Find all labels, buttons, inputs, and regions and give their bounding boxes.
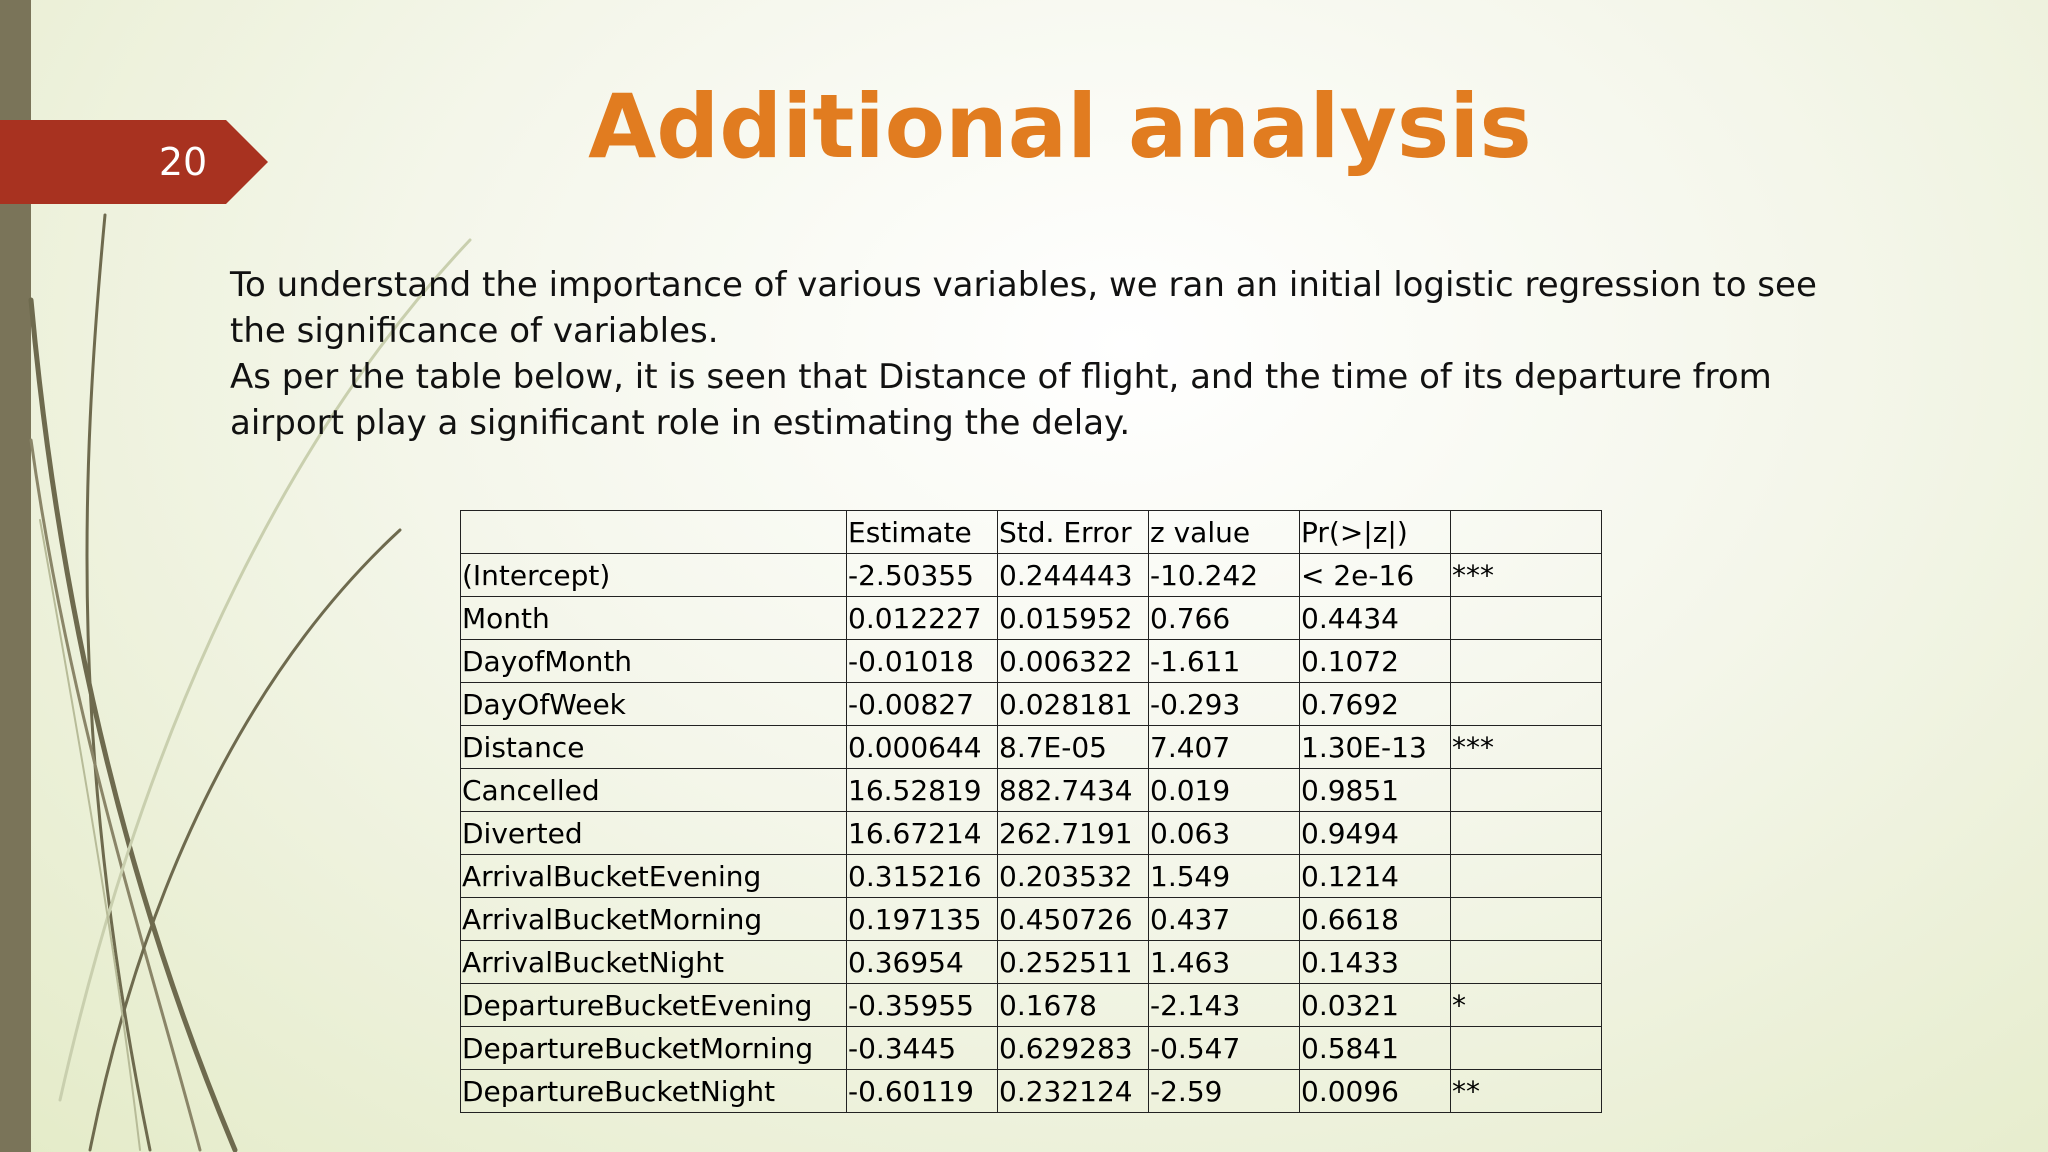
- header-significance: [1451, 511, 1602, 554]
- estimate-cell: -0.60119: [847, 1070, 998, 1113]
- significance-cell: ***: [1451, 554, 1602, 597]
- header-z-value: z value: [1149, 511, 1300, 554]
- z-value-cell: -0.293: [1149, 683, 1300, 726]
- std-error-cell: 0.015952: [998, 597, 1149, 640]
- significance-cell: [1451, 769, 1602, 812]
- significance-cell: [1451, 898, 1602, 941]
- std-error-cell: 262.7191: [998, 812, 1149, 855]
- variable-cell: Cancelled: [461, 769, 847, 812]
- finding-paragraph: As per the table below, it is seen that Distance of flight, and the time of its departure from airport play a significant role in estimating the delay.: [230, 357, 1772, 443]
- table-row: [461, 554, 1602, 597]
- variable-cell: Diverted: [461, 812, 847, 855]
- header-variable: [461, 511, 847, 554]
- estimate-cell: 0.315216: [847, 855, 998, 898]
- z-value-cell: -10.242: [1149, 554, 1300, 597]
- estimate-cell: -0.01018: [847, 640, 998, 683]
- estimate-cell: -2.50355: [847, 554, 998, 597]
- z-value-cell: -2.59: [1149, 1070, 1300, 1113]
- std-error-cell: 0.450726: [998, 898, 1149, 941]
- table-row: [461, 726, 1602, 769]
- std-error-cell: 0.1678: [998, 984, 1149, 1027]
- z-value-cell: 1.549: [1149, 855, 1300, 898]
- table-row: [461, 597, 1602, 640]
- table-body: [461, 554, 1602, 1113]
- p-value-cell: 0.0321: [1300, 984, 1451, 1027]
- estimate-cell: 0.012227: [847, 597, 998, 640]
- std-error-cell: 0.629283: [998, 1027, 1149, 1070]
- table-row: [461, 984, 1602, 1027]
- z-value-cell: -0.547: [1149, 1027, 1300, 1070]
- std-error-cell: 0.028181: [998, 683, 1149, 726]
- variable-cell: DepartureBucketNight: [461, 1070, 847, 1113]
- header-p-value: Pr(>|z|): [1300, 511, 1451, 554]
- significance-cell: [1451, 941, 1602, 984]
- header-estimate: Estimate: [847, 511, 998, 554]
- z-value-cell: 1.463: [1149, 941, 1300, 984]
- significance-cell: ***: [1451, 726, 1602, 769]
- estimate-cell: 0.000644: [847, 726, 998, 769]
- table-row: [461, 812, 1602, 855]
- variable-cell: DayOfWeek: [461, 683, 847, 726]
- significance-cell: [1451, 597, 1602, 640]
- significance-cell: *: [1451, 984, 1602, 1027]
- estimate-cell: -0.3445: [847, 1027, 998, 1070]
- variable-cell: Distance: [461, 726, 847, 769]
- p-value-cell: 0.0096: [1300, 1070, 1451, 1113]
- p-value-cell: 1.30E-13: [1300, 726, 1451, 769]
- table-row: [461, 769, 1602, 812]
- table-row: [461, 941, 1602, 984]
- p-value-cell: 0.9494: [1300, 812, 1451, 855]
- estimate-cell: -0.00827: [847, 683, 998, 726]
- table-row: [461, 1027, 1602, 1070]
- header-std-error: Std. Error: [998, 511, 1149, 554]
- variable-cell: ArrivalBucketEvening: [461, 855, 847, 898]
- variable-cell: DayofMonth: [461, 640, 847, 683]
- z-value-cell: 7.407: [1149, 726, 1300, 769]
- slide-number-tab: [0, 120, 268, 204]
- significance-cell: [1451, 812, 1602, 855]
- variable-cell: Month: [461, 597, 847, 640]
- std-error-cell: 0.006322: [998, 640, 1149, 683]
- p-value-cell: < 2e-16: [1300, 554, 1451, 597]
- p-value-cell: 0.9851: [1300, 769, 1451, 812]
- z-value-cell: 0.019: [1149, 769, 1300, 812]
- significance-cell: [1451, 1027, 1602, 1070]
- table-header-row: [461, 511, 1602, 554]
- std-error-cell: 0.203532: [998, 855, 1149, 898]
- variable-cell: DepartureBucketMorning: [461, 1027, 847, 1070]
- table-row: [461, 683, 1602, 726]
- p-value-cell: 0.6618: [1300, 898, 1451, 941]
- table-row: [461, 1070, 1602, 1113]
- z-value-cell: 0.437: [1149, 898, 1300, 941]
- intro-paragraph: To understand the importance of various variables, we ran an initial logistic regression to see the significance of variables.: [230, 265, 1817, 351]
- table-row: [461, 640, 1602, 683]
- estimate-cell: 16.67214: [847, 812, 998, 855]
- estimate-cell: 0.36954: [847, 941, 998, 984]
- significance-cell: [1451, 855, 1602, 898]
- p-value-cell: 0.1072: [1300, 640, 1451, 683]
- std-error-cell: 8.7E-05: [998, 726, 1149, 769]
- estimate-cell: 16.52819: [847, 769, 998, 812]
- z-value-cell: 0.766: [1149, 597, 1300, 640]
- significance-cell: **: [1451, 1070, 1602, 1113]
- variable-cell: DepartureBucketEvening: [461, 984, 847, 1027]
- z-value-cell: 0.063: [1149, 812, 1300, 855]
- slide-number: 20: [158, 140, 208, 184]
- std-error-cell: 0.244443: [998, 554, 1149, 597]
- variable-cell: ArrivalBucketNight: [461, 941, 847, 984]
- std-error-cell: 0.252511: [998, 941, 1149, 984]
- std-error-cell: 0.232124: [998, 1070, 1149, 1113]
- regression-table: [460, 510, 1602, 1113]
- body-text: [230, 262, 1830, 446]
- z-value-cell: -2.143: [1149, 984, 1300, 1027]
- variable-cell: ArrivalBucketMorning: [461, 898, 847, 941]
- p-value-cell: 0.4434: [1300, 597, 1451, 640]
- table-row: [461, 855, 1602, 898]
- significance-cell: [1451, 640, 1602, 683]
- z-value-cell: -1.611: [1149, 640, 1300, 683]
- p-value-cell: 0.7692: [1300, 683, 1451, 726]
- p-value-cell: 0.1214: [1300, 855, 1451, 898]
- variable-cell: (Intercept): [461, 554, 847, 597]
- p-value-cell: 0.5841: [1300, 1027, 1451, 1070]
- table-row: [461, 898, 1602, 941]
- significance-cell: [1451, 683, 1602, 726]
- std-error-cell: 882.7434: [998, 769, 1149, 812]
- slide-title: Additional analysis: [588, 75, 1532, 178]
- p-value-cell: 0.1433: [1300, 941, 1451, 984]
- estimate-cell: 0.197135: [847, 898, 998, 941]
- estimate-cell: -0.35955: [847, 984, 998, 1027]
